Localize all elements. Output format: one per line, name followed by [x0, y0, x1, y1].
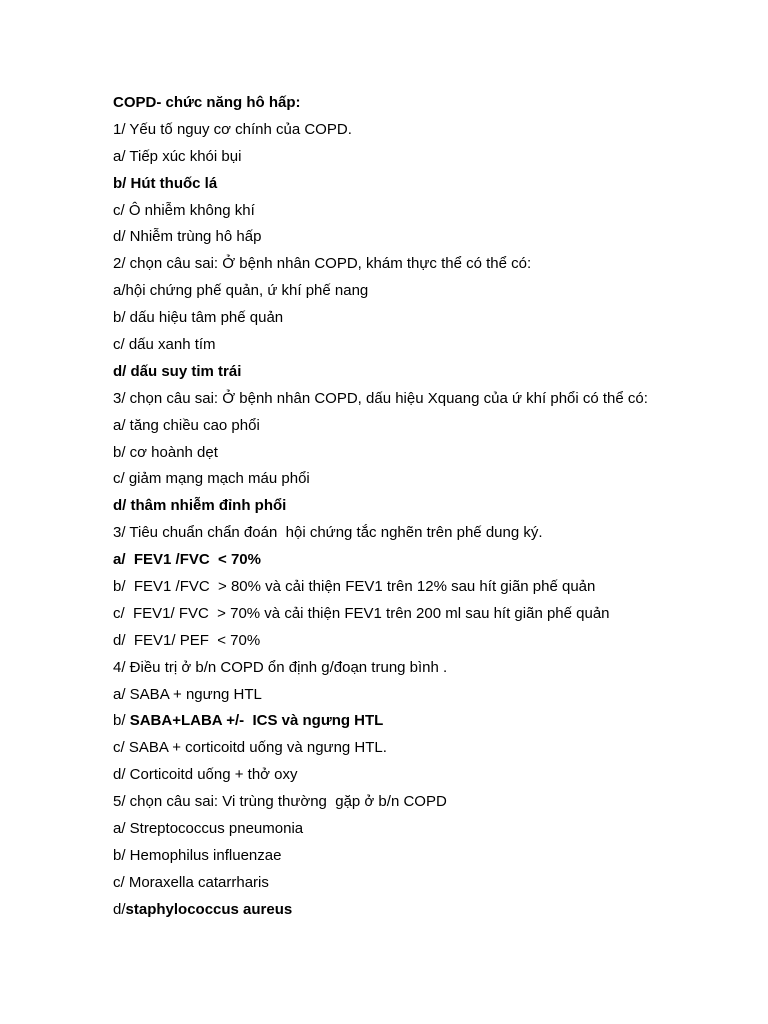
- q3b-option-a-answer: a/ FEV1 /FVC < 70%: [113, 551, 261, 569]
- question-2: 2/ chọn câu sai: Ở bệnh nhân COPD, khám thực thể có thể có:: [113, 255, 532, 273]
- question-3a: 3/ chọn câu sai: Ở bệnh nhân COPD, dấu hiệu Xquang của ứ khí phổi có thể có:: [113, 389, 648, 407]
- q1-option-c: c/ Ô nhiễm không khí: [113, 201, 255, 219]
- q4-option-a: a/ SABA + ngưng HTL: [113, 685, 262, 703]
- document-title: COPD- chức năng hô hấp:: [113, 94, 301, 111]
- q5-option-d-prefix: d/: [113, 900, 126, 918]
- q4-option-b-prefix: b/: [113, 712, 130, 730]
- q1-option-d: d/ Nhiễm trùng hô hấp: [113, 228, 262, 246]
- q3a-option-b: b/ cơ hoành dẹt: [113, 443, 218, 461]
- q2-option-a: a/hội chứng phế quản, ứ khí phế nang: [113, 282, 369, 300]
- question-4: 4/ Điều trị ở b/n COPD ổn định g/đoạn trung bình .: [113, 658, 448, 676]
- q4-option-b: [113, 708, 733, 735]
- q4-option-b-answer: SABA+LABA +/- ICS và ngưng HTL: [129, 712, 384, 730]
- q2-option-c: c/ dấu xanh tím: [113, 336, 216, 354]
- q3b-option-b: b/ FEV1 /FVC > 80% và cải thiện FEV1 trên 12% sau hít giãn phế quản: [113, 578, 596, 596]
- document-page: [113, 90, 733, 924]
- question-5: 5/ chọn câu sai: Vi trùng thường gặp ở b/n COPD: [113, 793, 447, 811]
- q5-option-c: c/ Moraxella catarrharis: [113, 873, 269, 891]
- q5-option-a: a/ Streptococcus pneumonia: [113, 820, 304, 838]
- q3a-option-d-answer: d/ thâm nhiễm đỉnh phổi: [113, 497, 287, 515]
- q4-option-d: d/ Corticoitd uống + thở oxy: [113, 766, 298, 784]
- q4-option-c: c/ SABA + corticoitd uống và ngưng HTL.: [113, 739, 387, 757]
- q2-option-b: b/ dấu hiệu tâm phế quản: [113, 309, 284, 327]
- q3b-option-d: d/ FEV1/ PEF < 70%: [113, 631, 261, 649]
- q5-option-b: b/ Hemophilus influenzae: [113, 846, 282, 864]
- question-1: 1/ Yếu tố nguy cơ chính của COPD.: [113, 120, 352, 138]
- q3a-option-c: c/ giảm mạng mạch máu phổi: [113, 470, 310, 488]
- q3b-option-c: c/ FEV1/ FVC > 70% và cải thiện FEV1 trên 200 ml sau hít giãn phế quản: [113, 604, 610, 622]
- q1-option-a: a/ Tiếp xúc khói bụi: [113, 147, 242, 165]
- question-3b: 3/ Tiêu chuẩn chẩn đoán hội chứng tắc nghẽn trên phế dung ký.: [113, 524, 543, 542]
- q5-option-d: [113, 897, 733, 924]
- q1-option-b-answer: b/ Hút thuốc lá: [113, 174, 218, 192]
- q2-option-d-answer: d/ dấu suy tim trái: [113, 362, 242, 380]
- q5-option-d-answer: staphylococcus aureus: [125, 900, 293, 918]
- q3a-option-a: a/ tăng chiều cao phổi: [113, 416, 260, 434]
